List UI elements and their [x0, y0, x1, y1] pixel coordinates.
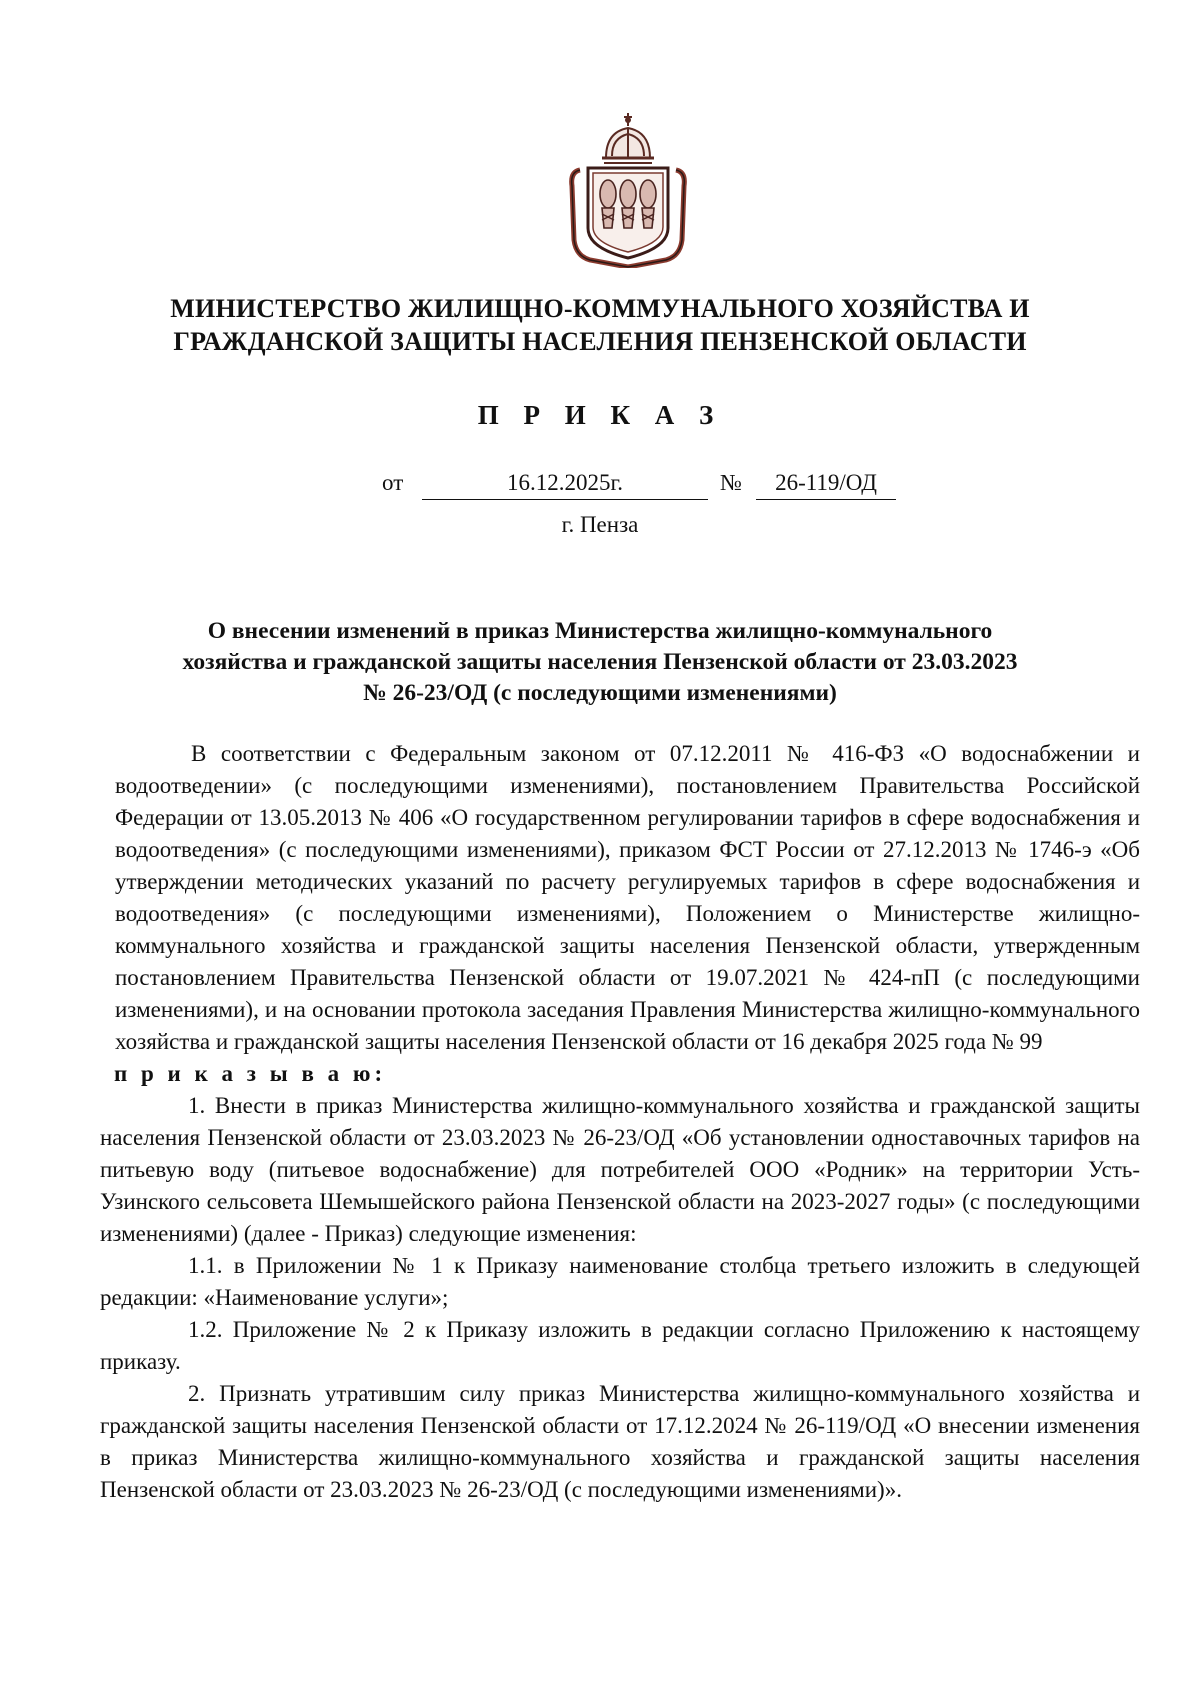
item-2-paragraph: 2. Признать утратившим силу приказ Министерства жилищно-коммунального хозяйства и гражданской защиты населения Пензенской области от 17.12.2024 № 26-119/ОД «О внесении изменения в приказ Министерства жилищно-коммунального хозяйства и гражданской защиты населения Пензенской области от 23.03.2023 № 26-23/ОД (с последующими изменениями)». — [100, 1381, 1140, 1502]
order-subject-line-1: О внесении изменений в приказ Министерства жилищно-коммунального — [207, 618, 993, 644]
ministry-name-line-1: МИНИСТЕРСТВО ЖИЛИЩНО-КОММУНАЛЬНОГО ХОЗЯЙСТВА И — [170, 294, 1030, 323]
number-sign: № — [720, 470, 742, 495]
order-number: 26-119/ОД — [756, 470, 896, 500]
order-subject-line-2: хозяйства и гражданской защиты населения Пензенской области от 23.03.2023 — [182, 649, 1018, 675]
penza-oblast-coat-of-arms-icon — [566, 110, 690, 268]
ministry-name — [100, 292, 1100, 358]
document-type-title: П Р И К А З — [477, 400, 723, 430]
order-subject — [100, 616, 1100, 709]
order-date: 16.12.2025г. — [422, 470, 708, 500]
item-1-paragraph: 1. Внести в приказ Министерства жилищно-коммунального хозяйства и гражданской защиты населения Пензенской области от 23.03.2023 № 26-23/ОД «Об установлении одноставочных тарифов на питьевую воду (питьевое водоснабжение) для потребителей ООО «Родник» на территории Усть-Узинского сельсовета Шемышейского района Пензенской области на 2023-2027 годы» (с последующими изменениями) (далее - Приказ) следующие изменения: — [100, 1093, 1140, 1246]
item-1-1-paragraph: 1.1. в Приложении № 1 к Приказу наименование столбца третьего изложить в следующей редакции: «Наименование услуги»; — [100, 1253, 1140, 1310]
preamble-paragraph: В соответствии с Федеральным законом от 07.12.2011 № 416-ФЗ «О водоснабжении и водоотведении» (с последующими изменениями), постановлением Правительства Российской Федерации от 13.05.2013 № 406 «О государственном регулировании тарифов в сфере водоснабжения и водоотведения» (с последующими изменениями), приказом ФСТ России от 27.12.2013 № 1746-э «Об утверждении методических указаний по расчету регулируемых тарифов в сфере водоснабжения и водоотведения» (с последующими изменениями), Положением о Министерстве жилищно-коммунального хозяйства и гражданской защиты населения Пензенской области, утвержденным постановлением Правительства Пензенской области от 19.07.2021 № 424-пП (с последующими изменениями), и на основании протокола заседания Правления Министерства жилищно-коммунального хозяйства и гражданской защиты населения Пензенской области от 16 декабря 2025 года № 99 — [115, 741, 1140, 1054]
date-prefix: от — [382, 470, 404, 495]
issue-city: г. Пенза — [561, 512, 639, 537]
ministry-name-line-2: ГРАЖДАНСКОЙ ЗАЩИТЫ НАСЕЛЕНИЯ ПЕНЗЕНСКОЙ ОБЛАСТИ — [173, 327, 1027, 356]
item-1-2-paragraph: 1.2. Приложение № 2 к Приказу изложить в редакции согласно Приложению к настоящему приказу. — [100, 1317, 1140, 1374]
order-directive-word: п р и к а з ы в а ю: — [114, 1061, 387, 1086]
order-body — [100, 738, 1140, 1506]
order-subject-line-3: № 26-23/ОД (с последующими изменениями) — [363, 680, 837, 706]
